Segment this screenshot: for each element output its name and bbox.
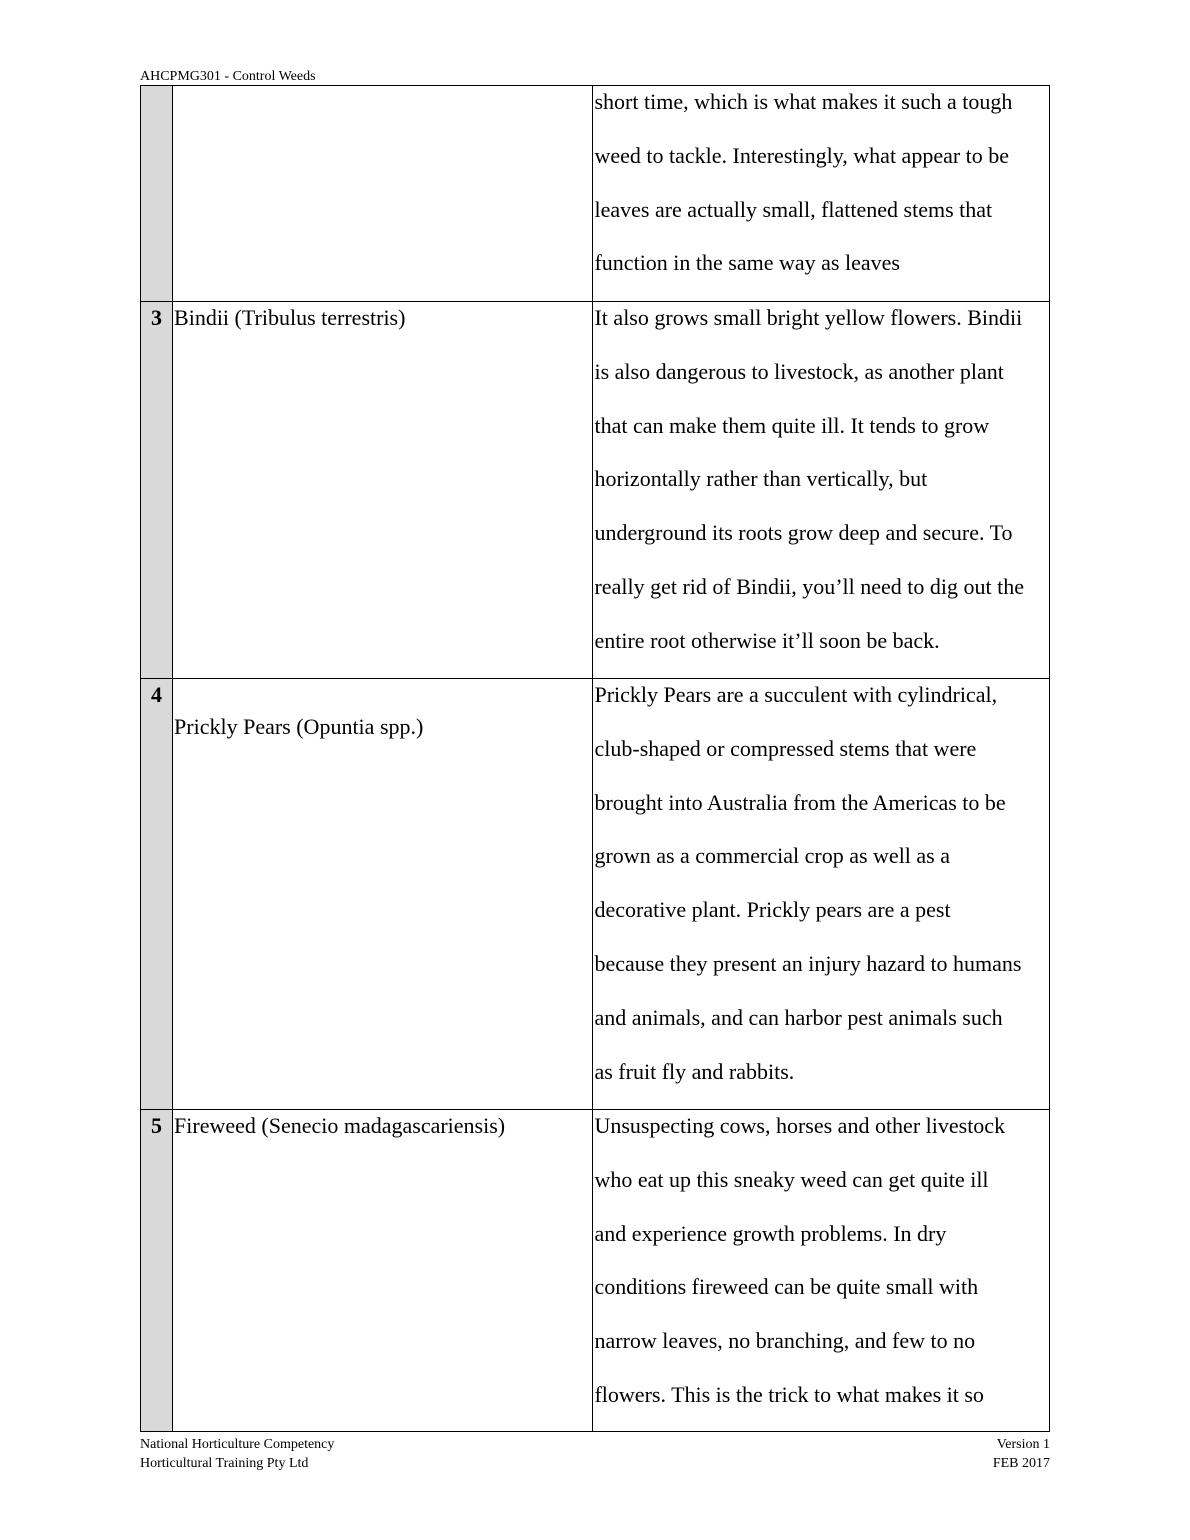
weed-description-cell bbox=[593, 679, 1050, 1110]
description-line: decorative plant. Prickly pears are a pest bbox=[594, 897, 951, 923]
description-line: that can make them quite ill. It tends to grow bbox=[594, 412, 990, 438]
weed-name-cell bbox=[173, 302, 593, 679]
table-row bbox=[141, 302, 1050, 679]
footer-right bbox=[993, 1435, 1050, 1473]
footer-date: FEB 2017 bbox=[992, 1456, 1050, 1471]
description-line: underground its roots grow deep and secure. To bbox=[594, 520, 1013, 546]
row-number-cell bbox=[141, 302, 173, 679]
weed-description-cell bbox=[593, 86, 1050, 302]
description-line: really get rid of Bindii, you’ll need to dig out the bbox=[594, 573, 1025, 599]
description-line: grown as a commercial crop as well as a bbox=[594, 843, 951, 869]
weed-name-cell bbox=[173, 86, 593, 302]
description-line: flowers. This is the trick to what makes it so bbox=[594, 1381, 984, 1407]
footer-left bbox=[140, 1435, 334, 1473]
description-line: Unsuspecting cows, horses and other livestock bbox=[594, 1113, 1006, 1138]
row-number: 3 bbox=[151, 305, 163, 330]
table-row bbox=[141, 679, 1050, 1110]
description-line: who eat up this sneaky weed can get quite ill bbox=[594, 1166, 989, 1192]
description-line: It also grows small bright yellow flowers. Bindii bbox=[594, 305, 1023, 330]
description-line: Prickly Pears are a succulent with cylindrical, bbox=[594, 682, 998, 707]
footer-company: Horticultural Training Pty Ltd bbox=[140, 1456, 309, 1471]
weed-name-cell bbox=[173, 679, 593, 1110]
description-line: narrow leaves, no branching, and few to no bbox=[594, 1328, 976, 1354]
row-number: 5 bbox=[151, 1113, 163, 1138]
page-header: AHCPMG301 - Control Weeds bbox=[140, 69, 316, 84]
weed-name: Fireweed (Senecio madagascariensis) bbox=[174, 1113, 506, 1138]
row-number-cell bbox=[141, 679, 173, 1110]
table-row bbox=[141, 1110, 1050, 1432]
weeds-table bbox=[140, 85, 1050, 1432]
description-line: is also dangerous to livestock, as another plant bbox=[594, 358, 1004, 384]
weed-name: Bindii (Tribulus terrestris) bbox=[174, 305, 406, 330]
description-line: brought into Australia from the Americas to be bbox=[594, 789, 1006, 815]
row-number: 4 bbox=[151, 682, 163, 707]
description-line: club-shaped or compressed stems that were bbox=[594, 735, 977, 761]
weed-name-cell bbox=[173, 1110, 593, 1432]
description-line: as fruit fly and rabbits. bbox=[594, 1058, 795, 1084]
weed-description-cell bbox=[593, 1110, 1050, 1432]
description-line: weed to tackle. Interestingly, what appear to be bbox=[594, 142, 1010, 168]
row-number-cell bbox=[141, 86, 173, 302]
description-line: because they present an injury hazard to humans bbox=[594, 950, 1022, 976]
description-line: short time, which is what makes it such a tough bbox=[594, 89, 1013, 114]
description-line: entire root otherwise it’ll soon be back. bbox=[594, 627, 940, 653]
footer-organization: National Horticulture Competency bbox=[140, 1437, 335, 1452]
row-number-cell bbox=[141, 1110, 173, 1432]
description-line: horizontally rather than vertically, but bbox=[594, 466, 928, 492]
weed-description-cell bbox=[593, 302, 1050, 679]
description-line: function in the same way as leaves bbox=[594, 250, 900, 276]
description-line: leaves are actually small, flattened stems that bbox=[594, 196, 993, 222]
footer-version: Version 1 bbox=[996, 1437, 1050, 1452]
description-line: conditions fireweed can be quite small with bbox=[594, 1274, 979, 1300]
description-line: and animals, and can harbor pest animals such bbox=[594, 1004, 1003, 1030]
table-row bbox=[141, 86, 1050, 302]
weed-name: Prickly Pears (Opuntia spp.) bbox=[174, 714, 424, 739]
description-line: and experience growth problems. In dry bbox=[594, 1220, 947, 1246]
